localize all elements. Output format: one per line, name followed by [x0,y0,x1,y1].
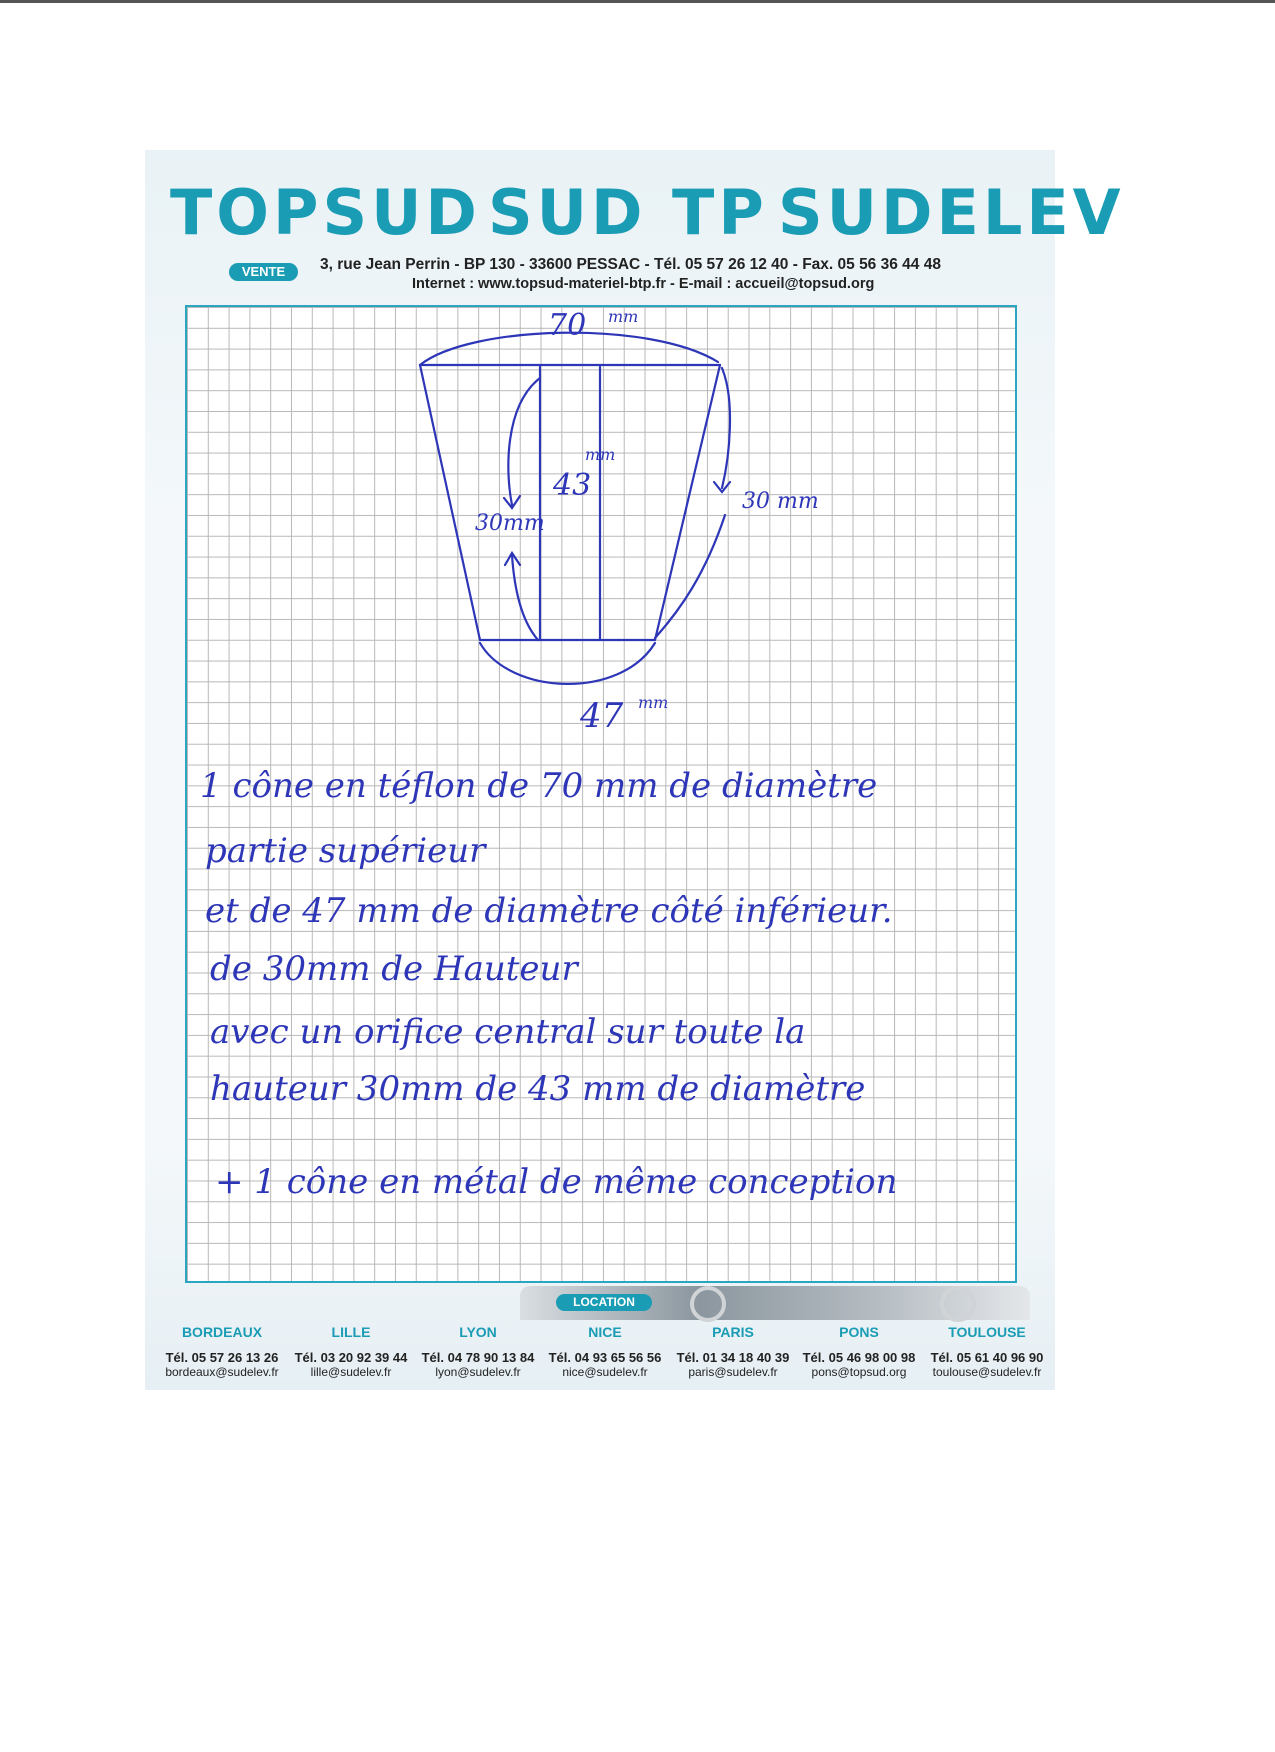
left-height-arrow-bottom [512,555,538,640]
brand-topsud: TOPSUD [170,176,481,249]
agency-city: PARIS [712,1324,754,1340]
agency-phone: Tél. 04 93 65 56 56 [548,1350,662,1365]
agency-phone: Tél. 05 46 98 00 98 [802,1350,916,1365]
top-dimension-value: 70 [548,308,587,343]
right-side-dimension: 30 mm [742,489,819,514]
height-dimension-unit: mm [585,445,616,464]
brand-sud-tp: SUD TP [488,176,768,249]
agency-email: nice@sudelev.fr [562,1365,648,1379]
agency-city: NICE [588,1324,622,1340]
cone-left-edge [420,365,480,640]
height-dimension-value: 43 [553,468,592,503]
cone-right-edge [655,365,720,640]
wheel-icon [940,1286,976,1322]
note-line: et de 47 mm de diamètre côté inférieur. [205,891,893,931]
agency-lille [286,1322,416,1379]
agency-email: bordeaux@sudelev.fr [165,1365,279,1379]
note-line: hauteur 30mm de 43 mm de diamètre [210,1069,866,1109]
agency-phone: Tél. 05 61 40 96 90 [930,1350,1044,1365]
agency-phone: Tél. 04 78 90 13 84 [421,1350,535,1365]
agency-phone: Tél. 01 34 18 40 39 [676,1350,790,1365]
right-side-arrow-top [722,368,730,488]
note-line: avec un orifice central sur toute la [210,1012,806,1052]
company-address: 3, rue Jean Perrin - BP 130 - 33600 PESSAC - Tél. 05 57 26 12 40 - Fax. 05 56 36 44 48 [320,256,941,273]
note-line: + 1 cône en métal de même conception [215,1162,898,1202]
agency-phone: Tél. 03 20 92 39 44 [294,1350,408,1365]
agency-email: lille@sudelev.fr [310,1365,392,1379]
note-line: partie supérieur [205,831,486,871]
agency-pons [794,1322,924,1379]
left-side-dimension: 30mm [475,511,545,536]
agency-nice [540,1322,670,1379]
wheel-icon [690,1286,726,1322]
brand-sudelev: SUDELEV [778,176,1125,249]
agency-toulouse [922,1322,1052,1379]
bottom-dimension-value: 47 [580,696,624,736]
agency-bordeaux [157,1322,287,1379]
company-web-contact: Internet : www.topsud-materiel-btp.fr - E-mail : accueil@topsud.org [412,276,875,292]
agency-paris [668,1322,798,1379]
agency-email: pons@topsud.org [811,1365,907,1379]
bottom-dimension-unit: mm [638,693,669,712]
note-line: 1 cône en téflon de 70 mm de diamètre [200,766,878,806]
top-dimension-unit: mm [608,307,639,326]
agency-city: PONS [839,1324,879,1340]
agency-email: paris@sudelev.fr [688,1365,778,1379]
agency-phone: Tél. 05 57 26 13 26 [165,1350,279,1365]
agency-city: BORDEAUX [181,1324,263,1340]
agency-city: LYON [459,1324,497,1340]
right-side-arrow-bottom [655,515,725,638]
note-line: de 30mm de Hauteur [210,949,578,989]
agency-email: toulouse@sudelev.fr [932,1365,1042,1379]
agency-city: LILLE [331,1324,371,1340]
left-height-arrow-top [508,378,540,505]
vente-badge: VENTE [229,263,298,281]
agency-lyon [413,1322,543,1379]
agency-city: TOULOUSE [948,1324,1026,1340]
bottom-dimension-arc [480,643,655,684]
location-badge: LOCATION [556,1294,652,1311]
agency-email: lyon@sudelev.fr [435,1365,521,1379]
